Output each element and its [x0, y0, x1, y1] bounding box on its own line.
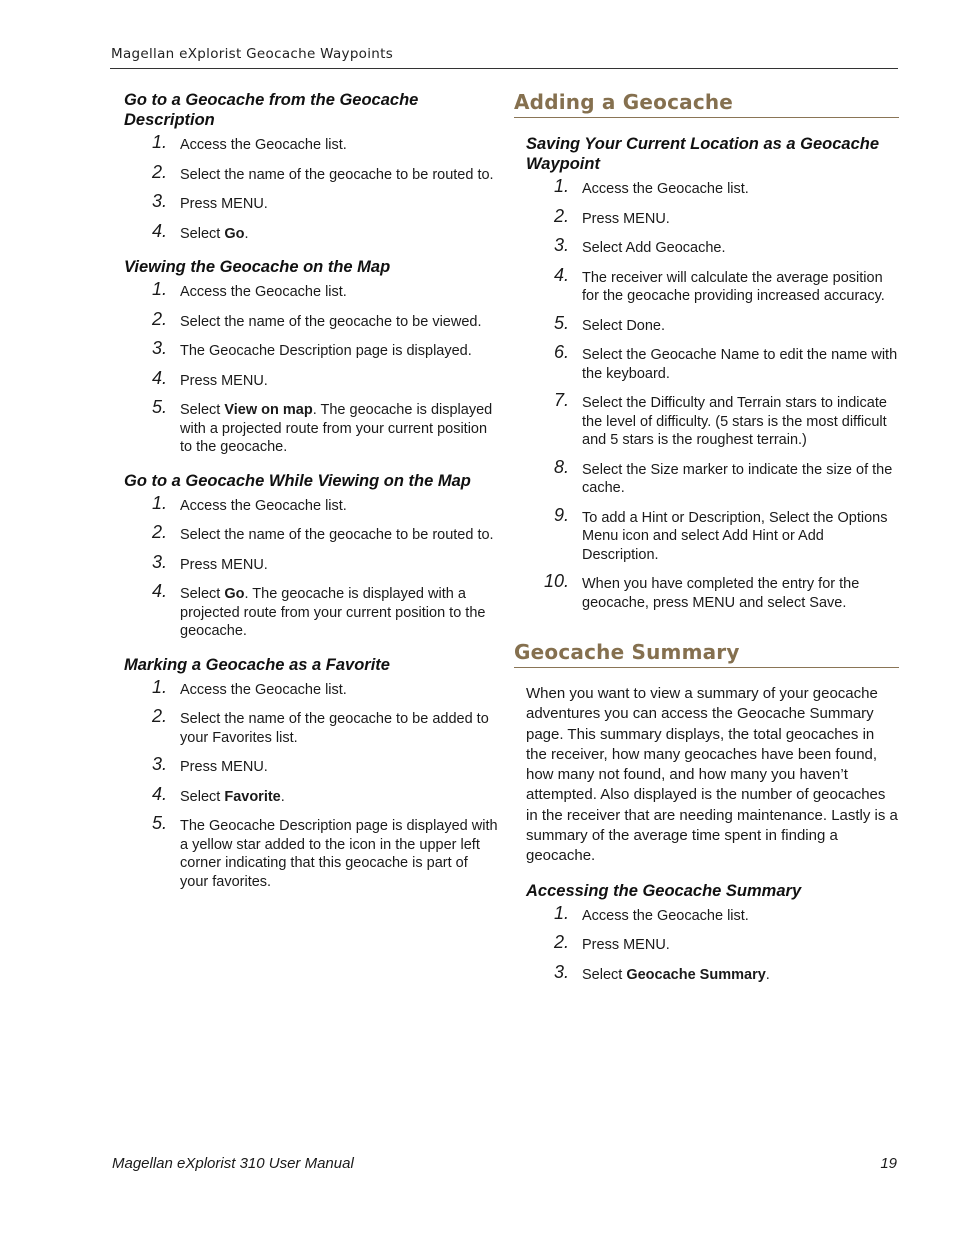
step-number: 2. [152, 161, 168, 182]
step-text: The Geocache Description page is displayed. [180, 343, 472, 359]
step-number: 3. [554, 235, 570, 255]
step-item [526, 176, 899, 199]
step-text: Select the name of the geocache to be routed to. [180, 527, 494, 543]
step-number: 4. [152, 783, 168, 804]
step-text: Access the Geocache list. [180, 284, 347, 300]
step-item [526, 390, 899, 450]
step-text: Press MENU. [180, 556, 268, 573]
step-text-after: . [765, 966, 770, 983]
steps-list [124, 676, 499, 892]
right-column [514, 90, 899, 998]
step-text: Press MENU. [180, 759, 268, 775]
step-item [526, 205, 899, 229]
step-number: 3. [152, 551, 168, 572]
step-number: 4. [152, 220, 168, 241]
step-text: Select the name of the geocache to be viewed. [180, 313, 482, 330]
step-number: 5. [152, 397, 168, 417]
step-number: 4. [152, 367, 168, 388]
step-item [124, 191, 499, 214]
step-number: 4. [152, 581, 168, 601]
step-text: Press MENU. [180, 196, 268, 212]
step-number: 10. [544, 571, 570, 591]
step-number: 5. [152, 813, 168, 833]
step-text-after: . [244, 225, 249, 242]
step-text-after: . The geocache is displayed with a projected route from your current position to the geocache. [180, 586, 486, 639]
subhead-saving-location: Saving Your Current Location as a Geocache Waypoint [526, 135, 880, 173]
step-number: 1. [152, 132, 168, 152]
step-item [124, 754, 499, 777]
step-text: Select [180, 586, 225, 602]
step-item [124, 581, 499, 641]
step-number: 8. [554, 456, 570, 477]
step-item [526, 961, 899, 985]
summary-paragraph: When you want to view a summary of your geocache adventures you can access the Geocache Summary page. This summary displays, the total geocaches in the receiver, how many geocaches have been found, how many not found, and how many you haven’t attempted. Also displayed is the number of geocaches in the receiver that are needing maintenance. Lastly is a summary of the average time spent in finding a geocache. [526, 685, 898, 865]
step-text: Access the Geocache list. [180, 137, 347, 153]
step-number: 1. [152, 492, 168, 513]
step-text: Press MENU. [180, 372, 268, 389]
step-number: 9. [554, 504, 570, 525]
page-number: 19 [880, 1155, 897, 1172]
step-text: Select the Difficulty and Terrain stars to indicate the level of difficulty. (5 stars is the most difficult and 5 stars is the roughest terrain.) [582, 395, 887, 448]
subhead-viewing-on-map: Viewing the Geocache on the Map [124, 258, 391, 276]
step-number: 2. [554, 205, 570, 226]
step-text: Select Done. [582, 317, 666, 334]
section-title-summary: Geocache Summary [514, 640, 899, 668]
steps-list [526, 902, 899, 985]
subhead-go-while-viewing-map: Go to a Geocache While Viewing on the Map [124, 471, 471, 490]
step-number: 2. [152, 308, 168, 329]
step-number: 3. [152, 191, 168, 211]
step-item [124, 551, 499, 575]
step-item [124, 397, 499, 457]
step-item [124, 367, 499, 391]
step-item [526, 932, 899, 955]
step-item [526, 504, 899, 565]
step-number: 7. [554, 390, 570, 410]
step-item [526, 342, 899, 383]
subhead-accessing-summary: Accessing the Geocache Summary [526, 881, 802, 900]
step-item [526, 235, 899, 258]
step-text: When you have completed the entry for the geocache, press MENU and select Save. [582, 576, 860, 611]
step-item [124, 279, 499, 302]
steps-list [124, 132, 499, 243]
step-number: 1. [152, 676, 168, 697]
footer-manual-title: Magellan eXplorist 310 User Manual [112, 1155, 354, 1172]
running-header: Magellan eXplorist Geocache Waypoints [111, 46, 394, 62]
step-item [124, 813, 499, 891]
step-number: 2. [152, 706, 168, 726]
step-number: 1. [152, 279, 168, 299]
step-item [526, 902, 899, 926]
step-item [124, 338, 499, 361]
step-text: Access the Geocache list. [582, 181, 749, 197]
step-text: Select Add Geocache. [582, 240, 726, 256]
step-number: 3. [554, 961, 570, 982]
step-bold-term: View on map [224, 402, 313, 418]
step-text: Select [582, 966, 627, 983]
step-text: Access the Geocache list. [180, 497, 347, 514]
steps-list [124, 492, 499, 641]
steps-list [124, 279, 499, 457]
left-column [124, 90, 499, 905]
step-text: The receiver will calculate the average position for the geocache providing increased accuracy. [582, 269, 885, 304]
step-number: 5. [554, 312, 570, 333]
step-text: Select [180, 788, 225, 805]
step-text: Press MENU. [582, 210, 670, 227]
step-text: Select the name of the geocache to be routed to. [180, 166, 494, 183]
subhead-go-from-description: Go to a Geocache from the Geocache Description [124, 91, 419, 129]
step-item [124, 492, 499, 516]
step-text-after: . The geocache is displayed with a projected route from your current position to the geocache. [180, 402, 493, 455]
step-text: To add a Hint or Description, Select the Options Menu icon and select Add Hint or Add Description. [582, 509, 888, 563]
step-number: 2. [152, 522, 168, 542]
step-item [526, 312, 899, 336]
step-text: Access the Geocache list. [180, 681, 347, 698]
step-bold-term: Go [224, 586, 245, 602]
step-bold-term: Favorite [224, 788, 281, 805]
step-item [124, 132, 499, 155]
step-text-after: . [280, 788, 285, 805]
step-item [124, 676, 499, 700]
subhead-marking-favorite: Marking a Geocache as a Favorite [124, 655, 390, 674]
step-item [526, 264, 899, 306]
step-text: Select [180, 402, 225, 418]
step-item [124, 706, 499, 747]
step-number: 2. [554, 932, 570, 953]
section-title-adding: Adding a Geocache [514, 90, 899, 118]
step-number: 3. [152, 338, 168, 358]
step-item [526, 456, 899, 498]
step-item [124, 161, 499, 185]
step-text: Select the Size marker to indicate the size of the cache. [582, 461, 893, 496]
step-number: 6. [554, 342, 570, 362]
step-number: 1. [554, 176, 570, 196]
step-number: 4. [554, 264, 570, 285]
step-item [124, 220, 499, 244]
step-item [124, 783, 499, 807]
steps-list [526, 176, 899, 612]
step-text: Select [180, 225, 225, 242]
step-number: 3. [152, 754, 168, 774]
step-item [124, 308, 499, 332]
step-item [124, 522, 499, 545]
step-text: The Geocache Description page is displayed with a yellow star added to the icon in the upper left corner indicating that this geocache is part of your favorites. [180, 818, 498, 890]
step-item [526, 571, 899, 612]
step-text: Access the Geocache list. [582, 907, 749, 924]
step-text: Select the Geocache Name to edit the name with the keyboard. [582, 347, 898, 382]
step-bold-term: Go [224, 225, 245, 242]
header-rule [110, 68, 898, 69]
step-bold-term: Geocache Summary [626, 966, 766, 983]
step-number: 1. [554, 902, 570, 923]
step-text: Press MENU. [582, 937, 670, 954]
step-text: Select the name of the geocache to be added to your Favorites list. [180, 711, 489, 746]
